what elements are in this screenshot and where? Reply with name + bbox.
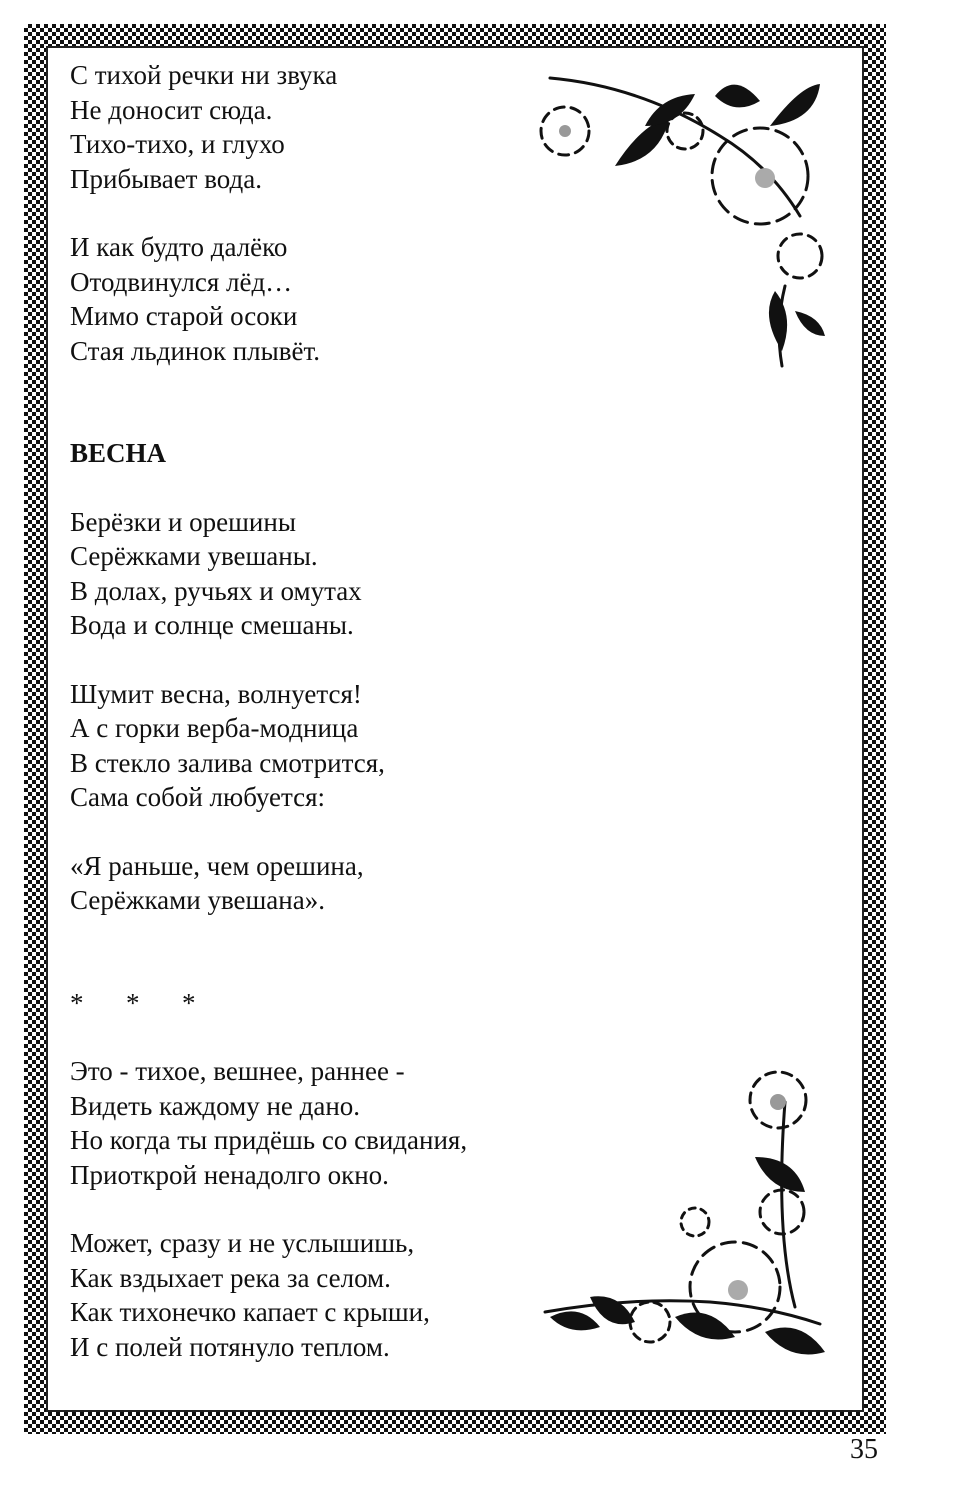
floral-corner-icon (520, 1062, 850, 1392)
verse-line: Как вздыхает река за селом. (70, 1262, 391, 1293)
verse-line: В стекло залива смотрится, (70, 747, 385, 778)
verse-line: Может, сразу и не услышишь, (70, 1228, 415, 1258)
verse-line: Но когда ты придёшь со свидания, (70, 1125, 468, 1155)
separator-star: * (182, 987, 196, 1018)
verse-line: Серёжками увешана». (70, 885, 325, 915)
verse-line: Отодвинулся лёд… (70, 266, 293, 297)
verse-line: Как тихонечко капает с крыши, (70, 1297, 430, 1327)
verse-line: Берёзки и орешины (70, 506, 296, 537)
separator-star: * (126, 987, 140, 1018)
verse-line: «Я раньше, чем орешина, (70, 850, 364, 881)
verse-line: Приоткрой ненадолго окно. (70, 1159, 389, 1190)
verse-line: Видеть каждому не дано. (70, 1090, 361, 1121)
verse-line: Не доносит сюда. (70, 94, 273, 125)
verse-line: В долах, ручьях и омутах (70, 575, 362, 606)
floral-corner-icon (520, 66, 860, 386)
verse-line: Мимо старой осоки (70, 301, 298, 331)
verse-line: Шумит весна, волнуется! (70, 678, 362, 709)
verse-line: Сама собой любуется: (70, 782, 326, 812)
section-separator (70, 986, 590, 1021)
verse-line: Вода и солнце смешаны. (70, 610, 354, 640)
verse-line: И с полей потянуло теплом. (70, 1331, 390, 1362)
poem-text (70, 58, 590, 1364)
verse-line: Это - тихое, вешнее, раннее - (70, 1056, 405, 1086)
page-number: 35 (850, 1434, 878, 1465)
verse-line: Серёжками увешаны. (70, 541, 318, 571)
verse-line: А с горки верба-модница (70, 713, 359, 743)
separator-star: * (70, 987, 84, 1018)
verse-line: Тихо-тихо, и глухо (70, 129, 285, 159)
verse-line: Стая льдинок плывёт. (70, 335, 321, 366)
verse-line: Прибывает вода. (70, 163, 262, 194)
poem-title: ВЕСНА (70, 438, 167, 468)
verse-line: С тихой речки ни звука (70, 60, 338, 90)
verse-line: И как будто далёко (70, 232, 288, 262)
